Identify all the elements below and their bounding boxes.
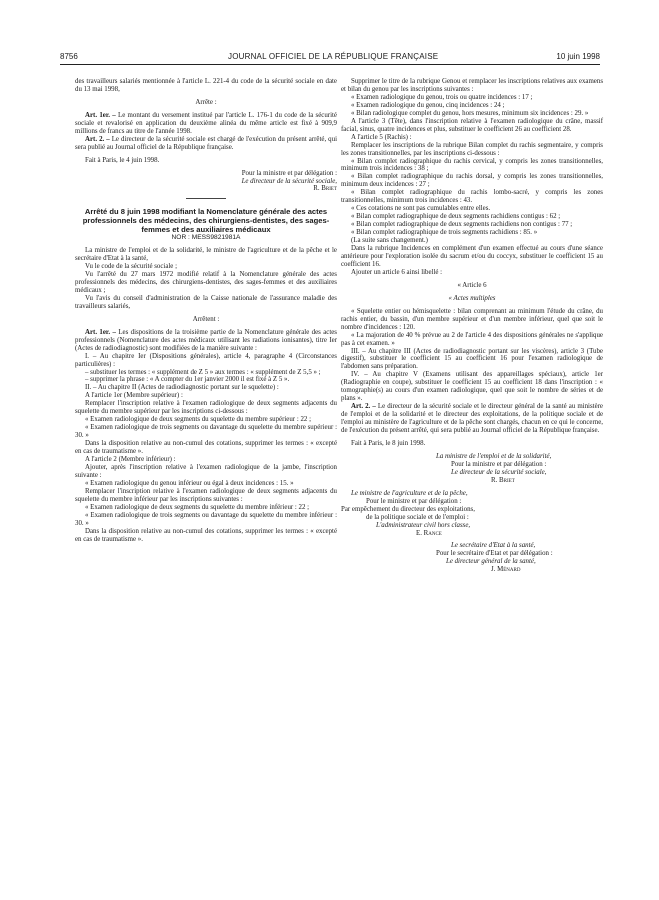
page-number: 8756 (60, 52, 78, 61)
decree-paragraph: III. – Au chapitre III (Actes de radiodiagnostic portant sur les viscères), article 3 (Tube digestif), substituer le coefficient 15 au coefficient 16 pour l'examen radiologique de l'abdomen sans préparation. (341, 347, 603, 371)
decree-paragraph: Dans la rubrique Incidences en complément d'un examen effectué au cours d'une séance antérieure pour l'exploration isolée du sacrum et/ou du coccyx, substituer le coefficient 15 au coefficient 16. (341, 245, 603, 268)
decree-paragraph: « Bilan complet radiographique du rachis dorsal, y compris les zones transitionnelles, minimum deux incidences : 27 ; (341, 173, 603, 189)
signature-line: Le directeur général de la santé, (446, 558, 536, 566)
decree-paragraph: Vu l'avis du conseil d'administration de la Caisse nationale de l'assurance maladie des travailleurs salariés, (75, 294, 337, 310)
decree-paragraph: Remplacer l'inscription relative à l'examen radiologique de deux segments adjacents du squelette du membre supérieur par les inscriptions ci-dessous : (75, 400, 337, 416)
issue-date: 10 juin 1998 (556, 52, 600, 61)
decree-paragraph: Ajouter, après l'inscription relative à l'examen radiologique de la jambe, l'inscription suivante : (75, 463, 337, 479)
prev-fait: Fait à Paris, le 4 juin 1998. (85, 156, 160, 164)
signature-name: R. Briet (491, 476, 515, 484)
prev-article-2 (75, 136, 337, 152)
article-text: Le directeur de la sécurité sociale est chargé de l'exécution du présent arrêté, qui sera publié au Journal officiel de la République française. (75, 135, 337, 151)
prev-signature-line-1: Pour la ministre et par délégation : (241, 169, 337, 177)
decree-paragraph: « Bilan complet radiographique de deux segments rachidiens non contigus : 77 ; (351, 221, 573, 229)
decree-paragraph: « Examen radiologique du genou, trois ou quatre incidences : 17 ; (351, 93, 533, 101)
decree-paragraph: « Bilan complet radiographique de deux segments rachidiens contigus : 62 ; (351, 213, 561, 221)
signature-line: La ministre de l'emploi et de la solidarité, (436, 452, 552, 460)
prev-signature-line-2: Le directeur de la sécurité sociale, (241, 177, 337, 185)
left-column (75, 78, 337, 543)
article-text: Le directeur de la sécurité sociale et le directeur général de la santé au ministère de l'emploi et de la solidarité et le directeur des exploitations, de la politique sociale et de l'emploi au ministère de l'agriculture et de la pêche sont chargés, chacun en ce qui le concerne, de l'exécution du présent arrêté, qui sera publié au Journal officiel de la République française. (341, 403, 603, 435)
decree-paragraph: II. – Au chapitre II (Actes de radiodiagnostic portant sur le squelette) : (85, 384, 279, 392)
decree-paragraph: Remplacer l'inscription relative à l'examen radiologique de deux segments adjacents du squelette du membre inférieur par les inscriptions suivantes : (75, 487, 337, 503)
decree-article-1 (75, 329, 337, 353)
article-text: Le montant du versement institué par l'article L. 176-1 du code de la sécurité sociale et revalorisé en application du deuxième alinéa du même article est fixé à 909,9 millions de francs au titre de l'année 1998. (75, 111, 337, 135)
article-6-heading: « Article 6 (457, 281, 487, 289)
decree-paragraph: « Examen radiologique de trois segments ou davantage du squelette du membre inférieur : 30. » (75, 511, 337, 527)
signature-line: L'administrateur civil hors classe, (376, 521, 471, 529)
decree-paragraph: « La majoration de 40 % prévue au 2 de l'article 4 des dispositions générales ne s'applique pas à cet examen. » (341, 331, 603, 347)
signature-line: Le directeur de la sécurité sociale, (451, 468, 547, 476)
decree-paragraph: « Bilan complet radiographique de trois segments rachidiens : 85. » (351, 229, 538, 237)
right-column (341, 78, 603, 574)
journal-title: JOURNAL OFFICIEL DE LA RÉPUBLIQUE FRANÇAISE (228, 52, 439, 61)
signature-name: J. Ménard (491, 566, 521, 574)
decree-paragraph: Dans la disposition relative au non-cumul des cotations, supprimer les termes : « excepté en cas de traumatisme ». (75, 527, 337, 543)
signature-name: E. Rance (416, 529, 442, 537)
signature-line: de la politique sociale et de l'emploi : (366, 513, 469, 521)
decree-title: Arrêté du 8 juin 1998 modifiant la Nomenclature générale des actes professionnels des médecins, des chirurgiens-dentistes, des sages-femmes et des auxiliaires médicaux (82, 207, 330, 234)
decree-paragraph: (La suite sans changement.) (351, 237, 428, 245)
decree-paragraph: Supprimer le titre de la rubrique Genou et remplacer les inscriptions relatives aux examens et bilan du genou par les inscriptions suivantes : (341, 78, 603, 93)
nor-reference: NOR : MESS9821981A (171, 234, 241, 242)
prev-intro: des travailleurs salariés mentionnée à l'article L. 221-4 du code de la sécurité sociale en date du 13 mai 1998, (75, 78, 337, 93)
decree-paragraph: « Bilan complet radiographique du rachis lombo-sacré, y compris les zones transitionnelles, minimum trois incidences : 43. (341, 189, 603, 205)
decree-article-2 (341, 403, 603, 435)
decree-paragraph: Vu l'arrêté du 27 mars 1972 modifié relatif à la Nomenclature générale des actes professionnels des médecins, des chirurgiens-dentistes, des sages-femmes et des auxiliaires médicaux ; (75, 271, 337, 294)
signature-line: Par empêchement du directeur des exploitations, (341, 505, 475, 513)
section-divider (186, 198, 226, 199)
signature-line: Pour le ministre et par délégation : (366, 497, 462, 505)
decree-paragraph: « Bilan radiologique complet du genou, hors mesures, minimum six incidences : 29. » (351, 109, 589, 117)
signature-line: Le ministre de l'agriculture et de la pêche, (351, 489, 468, 497)
decree-fait: Fait à Paris, le 8 juin 1998. (351, 439, 426, 447)
decree-paragraph: IV. – Au chapitre V (Examens utilisant des appareillages spéciaux), article 1er (Radiographie en coupe), substituer le coefficient 15 au coefficient 18 dans l'inscription : « tomographie(s) au cours d'un examen radiologique, quel que soit le nombre de séries et de plans ». (341, 371, 603, 403)
article-label: Art. 2. – (85, 135, 110, 143)
decree-paragraph: « Bilan complet radiographique du rachis cervical, y compris les zones transitionnelles, minimum trois incidences : 38 ; (341, 157, 603, 173)
decree-paragraph: – supprimer la phrase : « A compter du 1er janvier 2000 il est fixé à Z 5 ». (85, 376, 290, 384)
decree-paragraph: Dans la disposition relative au non-cumul des cotations, supprimer les termes : « excepté en cas de traumatisme ». (75, 440, 337, 456)
prev-article-1 (75, 112, 337, 136)
prev-arrete: Arrête : (195, 98, 217, 106)
decree-paragraph: Vu le code de la sécurité sociale ; (85, 263, 177, 271)
decree-paragraph: « Examen radiologique du genou inférieur ou égal à deux incidences : 15. » (85, 479, 294, 487)
signature-line: Le secrétaire d'Etat à la santé, (451, 542, 536, 550)
decree-paragraph: La ministre de l'emploi et de la solidarité, le ministre de l'agriculture et de la pêche et le secrétaire d'Etat à la santé, (75, 247, 337, 263)
decree-paragraph: – substituer les termes : « supplément de Z 5 » aux termes : « supplément de Z 5,5 » ; (85, 368, 321, 376)
decree-paragraph: A l'article 5 (Rachis) : (351, 133, 412, 141)
decree-paragraph: « Examen radiologique de deux segments du squelette du membre supérieur : 22 ; (85, 416, 311, 424)
signature-line: Pour le secrétaire d'Etat et par délégation : (436, 550, 553, 558)
decree-paragraph: Ajouter un article 6 ainsi libellé : (351, 268, 443, 276)
decree-paragraph: « Examen radiologique de trois segments ou davantage du squelette du membre supérieur : 30. » (75, 424, 337, 440)
decree-paragraph: A l'article 2 (Membre inférieur) : (85, 456, 176, 463)
decree-paragraph: A l'article 1er (Membre supérieur) : (85, 392, 183, 400)
article-label: Art. 2. – (351, 403, 376, 411)
decree-arretent: Arrêtent : (192, 315, 220, 323)
prev-signature-name: R. Briet (313, 185, 337, 193)
article-label: Art. 1er. – (85, 328, 116, 336)
signature-line: Pour la ministre et par délégation : (451, 460, 547, 468)
decree-paragraph: Remplacer les inscriptions de la rubrique Bilan complet du rachis segmentaire, y compris les zones transitionnelles, par les inscriptions ci-dessous : (341, 141, 603, 157)
article-label: Art. 1er. – (85, 111, 116, 119)
decree-paragraph: « Examen radiologique du genou, cinq incidences : 24 ; (351, 101, 505, 109)
page-header (60, 52, 600, 65)
decree-paragraph: « Ces cotations ne sont pas cumulables entre elles. (351, 205, 491, 213)
decree-paragraph: « Squelette entier ou hémisquelette : bilan comprenant au minimum l'étude du crâne, du rachis entier, du bassin, d'un membre supérieur et d'un membre inférieur, quel que soit le nombre d'incidences : 120. (341, 307, 603, 331)
decree-paragraph: A l'article 3 (Tête), dans l'inscription relative à l'examen radiologique du crâne, massif facial, sinus, quatre incidences et plus, substituer le coefficient 26 au coefficient 28. (341, 117, 603, 133)
decree-paragraph: I. – Au chapitre Ier (Dispositions générales), article 4, paragraphe 4 (Circonstances particulières) : (75, 352, 337, 368)
actes-multiples-heading: « Actes multiples (448, 294, 496, 302)
article-text: Les dispositions de la troisième partie de la Nomenclature générale des actes professionnels (Nomenclature des actes médicaux utilisant les radiations ionisantes), titre Ier (Actes de radiodiagnostic) sont modifiées de la manière suivante : (75, 328, 337, 352)
decree-paragraph: « Examen radiologique de deux segments du squelette du membre inférieur : 22 ; (85, 503, 310, 511)
